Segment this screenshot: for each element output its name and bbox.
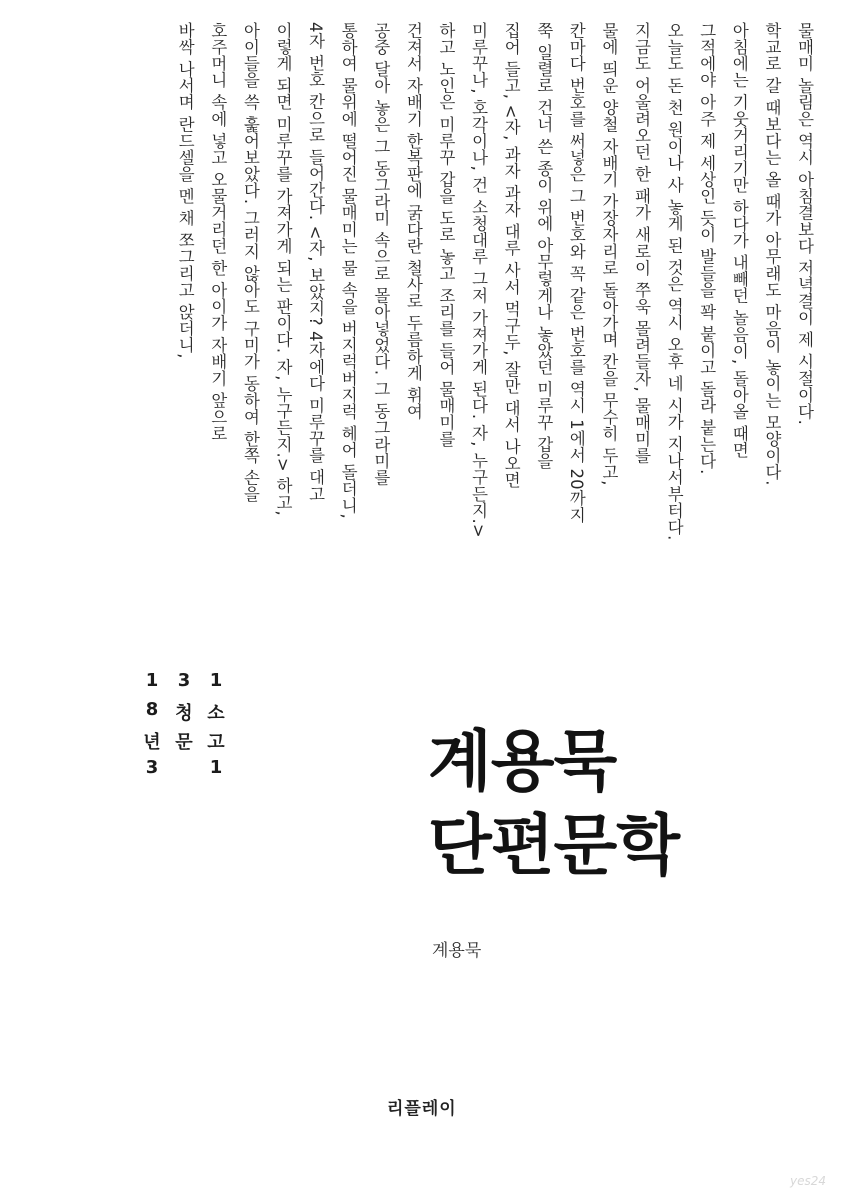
excerpt-line: 호주머니 속에 넣고 오물거리던 한 아이가 자배기 앞으로 bbox=[208, 22, 228, 442]
excerpt-line: 물매미 놀림은 역시 아침결보다 저녁결이 제 시절이다. bbox=[795, 22, 814, 426]
series-char: 8 bbox=[145, 699, 159, 720]
excerpt-line: 바싹 나서며 란드셀을 멘 채 쪼그리고 앉더니, bbox=[175, 22, 195, 359]
excerpt-line: 오늘도 돈 천 원이나 사 놓게 된 것은 역시 오후 네 시가 지나서부터다. bbox=[664, 22, 684, 541]
excerpt-line: 칸마다 번호를 써넣은 그 번호와 꼭 같은 번호를 역시 1에서 20까지 bbox=[566, 22, 586, 523]
excerpt-line: 학교로 갈 때보다는 올 때가 아무래도 마음이 놓이는 모양이다. bbox=[762, 22, 782, 486]
series-char: 소 bbox=[207, 703, 225, 724]
series-char: 청 bbox=[175, 703, 193, 724]
series-char: 1 bbox=[209, 670, 223, 691]
excerpt-line: 집어 들고, <자, 과자 과자 대루 사서 먹구두, 잘만 대서 나오면 bbox=[501, 22, 521, 489]
series-char-empty bbox=[168, 757, 200, 786]
book-title bbox=[428, 720, 679, 888]
excerpt-line: 공중 달아 놓은 그 동그라미 속으로 몰아넣었다. 그 동그라미를 bbox=[371, 22, 391, 486]
excerpt-line: 미루꾸나, 호각이나, 건 소청대루 그저 가져가게 된다. 자, 누구든지.> bbox=[469, 22, 489, 538]
excerpt-line: 건져서 자배기 한복판에 굵다란 철사로 두름하게 휘여 bbox=[403, 22, 423, 420]
excerpt-line: 물에 띄운 양철 자배기 가장자리로 돌아가며 칸을 무수히 두고, bbox=[599, 22, 619, 486]
author-name: 계용묵 bbox=[432, 941, 482, 961]
series-char: 1 bbox=[209, 757, 223, 778]
series-label bbox=[136, 670, 232, 786]
series-char: 3 bbox=[177, 670, 191, 691]
publisher-name: 리플레이 bbox=[387, 1099, 457, 1119]
excerpt-line: 아침에는 기웃거리기만 하다가 내빼던 놀음이, 돌아올 때면 bbox=[729, 22, 749, 459]
excerpt-line: 하고 노인은 미루꾸 갑을 도로 놓고 조리를 들어 물매미를 bbox=[436, 22, 456, 448]
excerpt-line: 이렇게 되면 미루꾸를 가져가게 되는 판이다. 자, 누구든지.> 하고, bbox=[273, 22, 293, 516]
series-char: 년 bbox=[143, 732, 161, 753]
watermark: yes24 bbox=[789, 1174, 826, 1188]
excerpt-line: 4자 번호 칸으로 들어간다. <자, 보았지? 4자에다 미루꾸를 대고 bbox=[306, 22, 326, 502]
excerpt-text-block bbox=[120, 22, 820, 622]
series-char: 고 bbox=[207, 732, 225, 753]
title-line-2: 단편문학 bbox=[428, 807, 680, 884]
excerpt-line: 그적에야 아주 제 세상인 듯이 발들을 꽉 붙이고 돌라 붙는다. bbox=[697, 22, 717, 475]
excerpt-line: 아이들을 쓱 훑어보았다. 그러지 않아도 구미가 동하여 한쪽 손을 bbox=[240, 22, 260, 503]
title-line-1: 계용묵 bbox=[428, 723, 617, 800]
excerpt-line: 쭉 일렬로 건너 쓴 종이 위에 아무렇게나 놓았던 미루꾸 갑을 bbox=[534, 22, 554, 470]
excerpt-line: 통하여 물위에 떨어진 물매미는 물 속을 버지럭버지럭 헤어 돌더니, bbox=[338, 22, 358, 519]
series-char: 1 bbox=[145, 670, 159, 691]
series-char: 문 bbox=[175, 732, 193, 753]
excerpt-line: 지금도 어울려오던 한 패가 새로이 쭈욱 몰려들자, 물매미를 bbox=[632, 22, 652, 464]
series-char: 3 bbox=[145, 757, 159, 778]
